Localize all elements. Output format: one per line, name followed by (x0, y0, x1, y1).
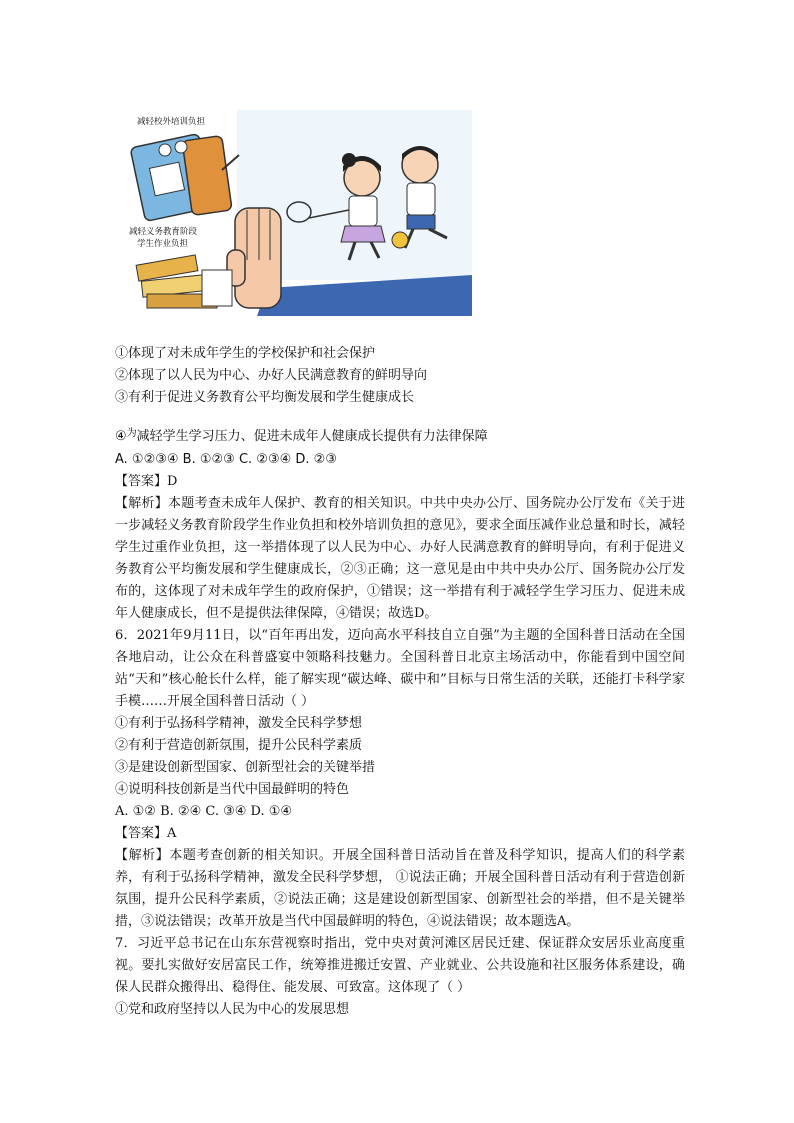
caption-mid-2: 学生作业负担 (137, 239, 189, 249)
q5-analysis: 【解析】本题考查未成年人保护、教育的相关知识。中共中央办公厅、国务院办公厅发布《关于进一步减轻义务教育阶段学生作业负担和校外培训负担的意见》，要求全面压减作业总量和时长，减轻学生过重作业负担，这一举措体现了以人民为中心、办好人民满意教育的鲜明导向，有利于促进义务教育公平均衡发展和学生健康成长，②③正确；这一意见是由中共中央办公厅、国务院办公厅发布的，这体现了对未成年学生的政府保护，①错误；这一举措有利于减轻学生学习压力、促进未成年人健康成长，但不是提供法律保障，④错误；故选D。 (115, 496, 685, 621)
q6-option-2: ②有利于营造创新氛围，提升公民科学素质 (115, 738, 363, 753)
q6-analysis: 【解析】本题考查创新的相关知识。开展全国科普日活动旨在普及科学知识，提高人们的科学素养，有利于弘扬科学精神，激发全民科学梦想， ①说法正确；开展全国科普日活动有利于营造创新氛围，提升公民科学素质，②说法正确；这是建设创新型国家、创新型社会的举措，但不是关键举措，③说法错误；改革开放是当代中国最鲜明的特色，④说法错误；故本题选A。 (115, 848, 685, 929)
cartoon-illustration (117, 110, 472, 316)
q5-option-1: ①体现了对未成年学生的学校保护和社会保护 (115, 346, 376, 361)
stop-hand-icon (227, 208, 281, 308)
q5-option-2: ②体现了以人民为中心、办好人民满意教育的鲜明导向 (115, 368, 428, 383)
q6-option-4: ④说明科技创新是当代中国最鲜明的特色 (115, 782, 350, 797)
q5-answer: 【答案】D (115, 474, 178, 489)
q6-answer: 【答案】A (115, 826, 177, 841)
q7-stem: 7．习近平总书记在山东东营视察时指出，党中央对黄河滩区居民迁建、保证群众安居乐业高度重视。要扎实做好安居富民工作，统筹推进搬迁安置、产业就业、公共设施和社区服务体系建设，确保人民群众搬得出、稳得住、能发展、可致富。这体现了（ ） (115, 936, 685, 995)
caption-top: 减轻校外培训负担 (137, 117, 206, 127)
question-5-body (115, 343, 685, 1021)
q5-choices: A. ①②③④ B. ①②③ C. ②③④ D. ②③ (115, 452, 337, 467)
caption-mid-1: 减轻义务教育阶段 (129, 227, 198, 237)
q6-stem: 6．2021年9月11日，以“百年再出发，迈向高水平科技自立自强”为主题的全国科普日活动在全国各地启动，让公众在科普盛宴中领略科技魅力。全国科普日北京主场活动中，你能看到中国空间站“天和”核心舱长什么样，能了解实现“碳达峰、碳中和”目标与日常生活的关联，还能打卡科学家手模……开展全国科普日活动（ ） (115, 628, 685, 709)
q5-option-3: ③有利于促进义务教育公平均衡发展和学生健康成长 (115, 390, 415, 405)
q6-option-3: ③是建设创新型国家、创新型社会的关键举措 (115, 760, 376, 775)
illustration (117, 110, 472, 316)
q7-option-1: ①党和政府坚持以人民为中心的发展思想 (115, 1002, 350, 1017)
q5-option-4: ④$^为$减轻学生学习压力、促进未成年人健康成长提供有力法律保障 (115, 428, 488, 444)
q6-option-1: ①有利于弘扬科学精神，激发全民科学梦想 (115, 716, 363, 731)
q6-choices: A. ①② B. ②④ C. ③④ D. ①④ (115, 804, 293, 819)
schoolbag-character-icon (130, 134, 239, 222)
